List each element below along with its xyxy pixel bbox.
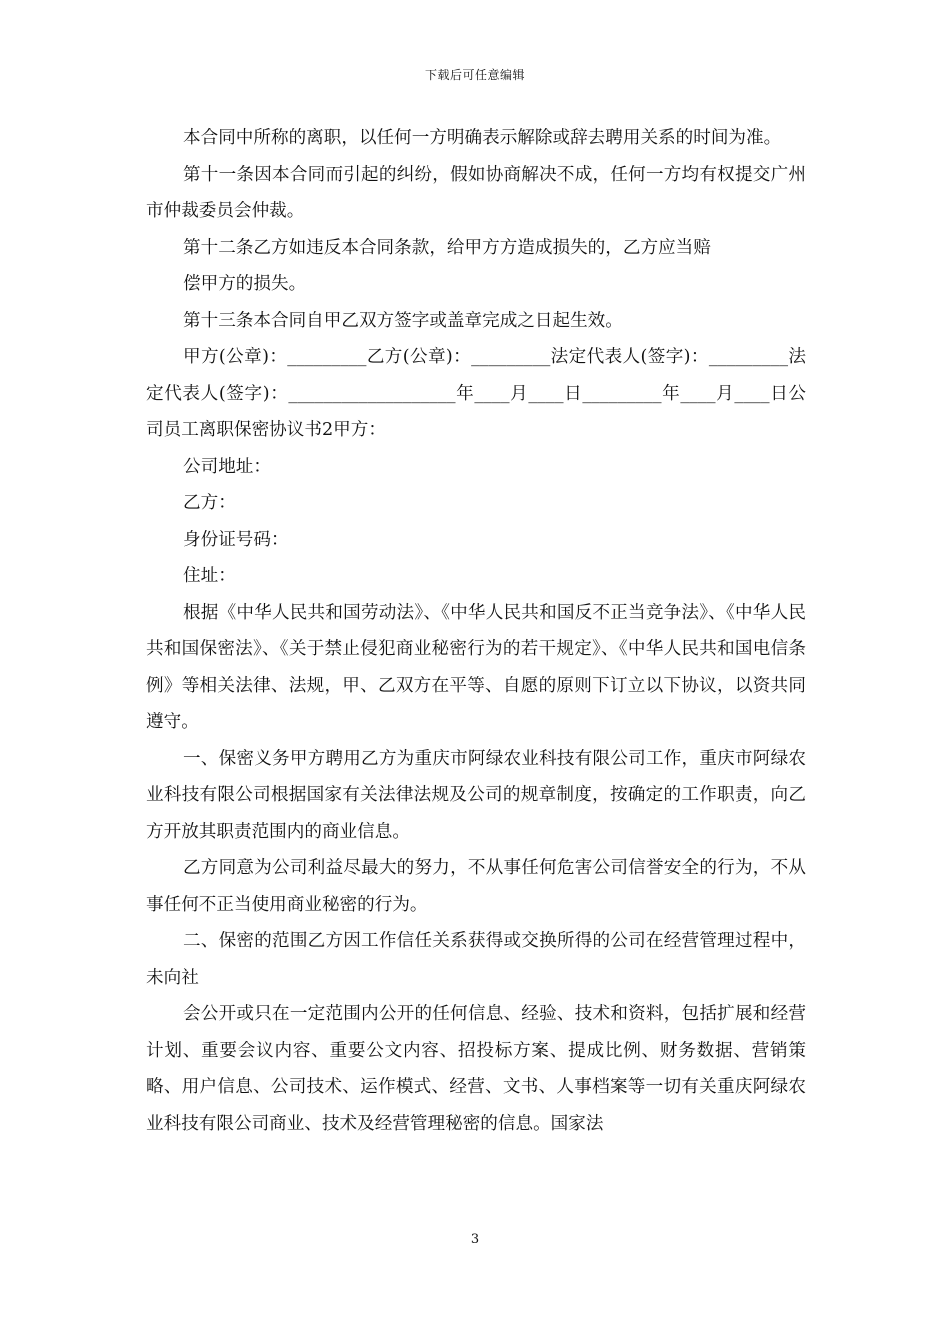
paragraph-party-b-agreement: 乙方同意为公司利益尽最大的努力，不从事任何危害公司信誉安全的行为，不从事任何不正当使用商业秘密的行为。: [146, 858, 806, 915]
paragraph-confidentiality-scope: 二、保密的范围乙方因工作信任关系获得或交换所得的公司在经营管理过程中，未向社: [146, 931, 806, 988]
field-address: 住址：: [183, 566, 236, 586]
document-body: [146, 120, 806, 1142]
paragraph-resignation-definition: 本合同中所称的离职，以任何一方明确表示解除或辞去聘用关系的时间为准。: [183, 128, 782, 148]
paragraph-confidentiality-obligation: 一、保密义务甲方聘用乙方为重庆市阿绿农业科技有限公司工作，重庆市阿绿农业科技有限公司根据国家有关法律法规及公司的规章制度，按确定的工作职责，向乙方开放其职责范围内的商业信息。: [146, 748, 806, 842]
paragraph-legal-basis: 根据《中华人民共和国劳动法》、《中华人民共和国反不正当竞争法》、《中华人民共和国保密法》、《关于禁止侵犯商业秘密行为的若干规定》、《中华人民共和国电信条例》等相关法律、法规，甲、乙双方在平等、自愿的原则下订立以下协议，以资共同遵守。: [146, 602, 806, 732]
field-id-number: 身份证号码：: [183, 529, 289, 550]
field-party-b: 乙方：: [183, 493, 236, 513]
page-number: 3: [470, 1232, 480, 1247]
page-header: 下载后可任意编辑: [424, 68, 525, 82]
paragraph-article-12: 第十二条乙方如违反本合同条款，给甲方方造成损失的，乙方应当赔: [183, 237, 711, 258]
paragraph-signatures: 甲方(公章)：_________乙方(公章)：_________法定代表人(签字)：_________法定代表人(签字)：___________________年____月____日_________年____月____日公司员工离职保密协议书2甲方：: [146, 347, 806, 440]
paragraph-confidentiality-scope-cont: 会公开或只在一定范围内公开的任何信息、经验、技术和资料，包括扩展和经营计划、重要会议内容、重要公文内容、招投标方案、提成比例、财务数据、营销策略、用户信息、公司技术、运作模式、经营、文书、人事档案等一切有关重庆阿绿农业科技有限公司商业、技术及经营管理秘密的信息。国家法: [146, 1004, 806, 1134]
field-company-address: 公司地址：: [183, 456, 271, 477]
paragraph-article-13: 第十三条本合同自甲乙双方签字或盖章完成之日起生效。: [183, 310, 623, 331]
paragraph-article-12-cont: 偿甲方的损失。: [183, 274, 307, 294]
paragraph-article-11: 第十一条因本合同而引起的纠纷，假如协商解决不成，任何一方均有权提交广州市仲裁委员会仲裁。: [146, 164, 806, 221]
